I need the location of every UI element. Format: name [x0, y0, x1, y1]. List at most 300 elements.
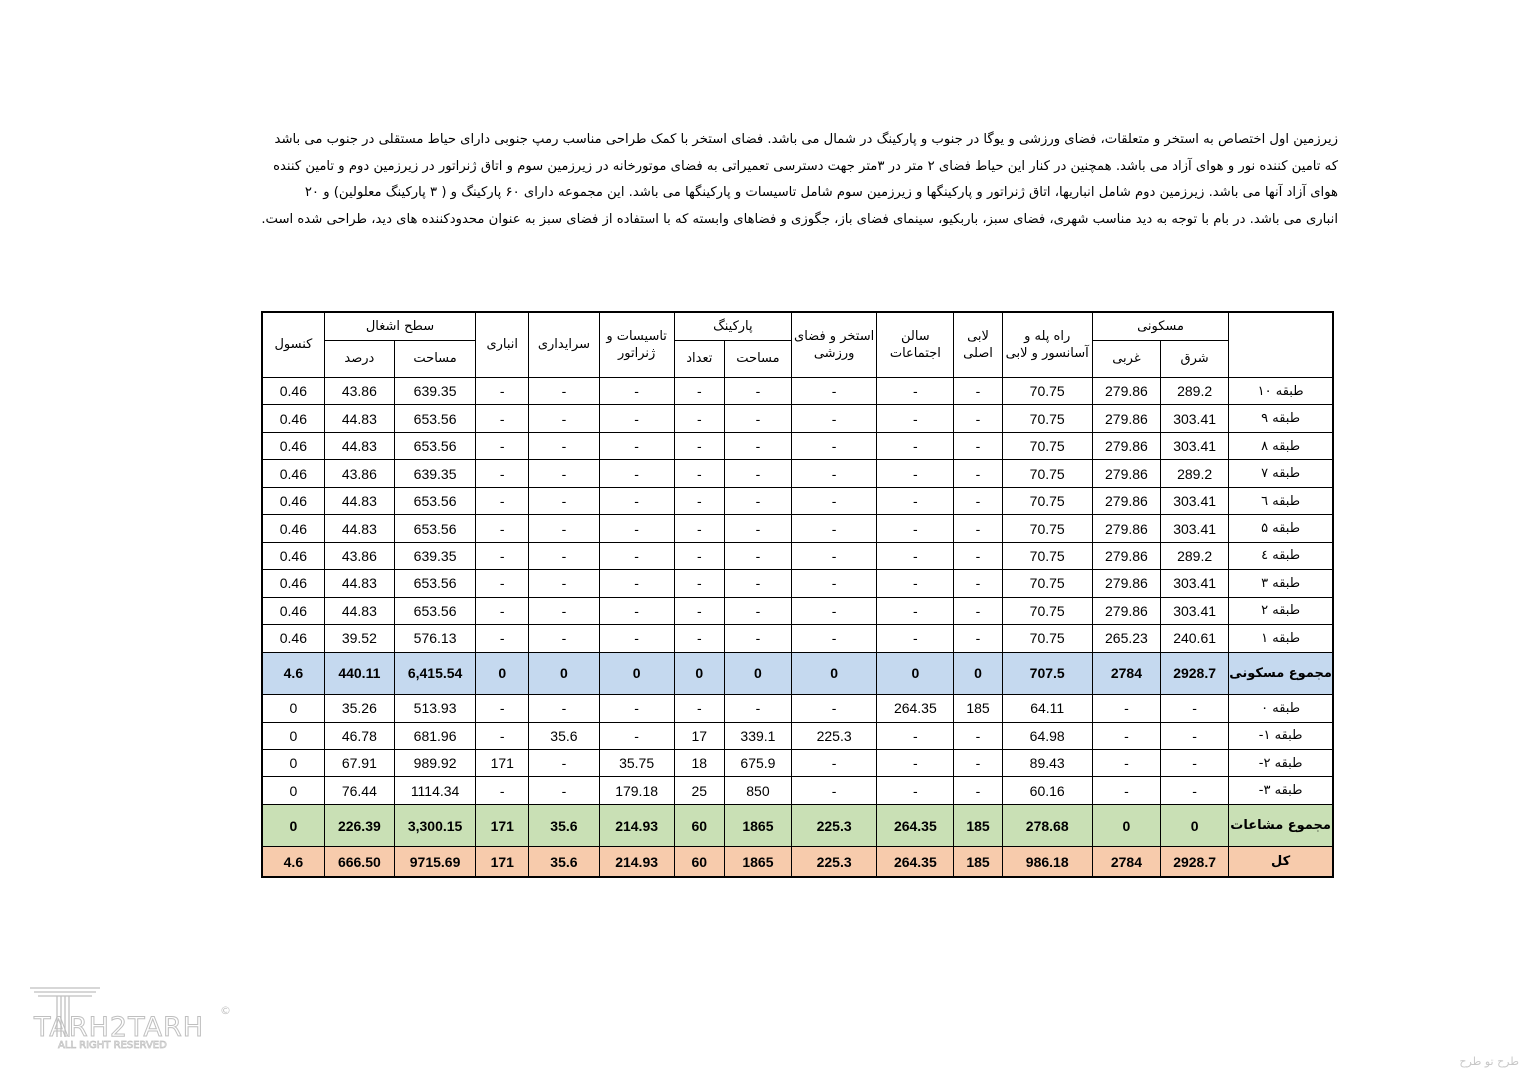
table-cell: 171	[476, 804, 529, 846]
table-cell: 35.6	[529, 804, 599, 846]
table-cell: -	[529, 542, 599, 569]
table-cell: -	[529, 597, 599, 624]
table-cell: -	[877, 722, 954, 749]
table-cell: 0.46	[262, 432, 324, 459]
floor-label: مجموع مشاعات	[1229, 804, 1333, 846]
table-cell: 279.86	[1092, 377, 1160, 404]
header-parking-area: مساحت	[724, 340, 791, 377]
watermark-text: طرح تو طرح	[1459, 1055, 1519, 1068]
table-cell: 653.56	[394, 515, 475, 542]
table-cell: -	[674, 377, 724, 404]
table-cell: -	[724, 487, 791, 514]
table-cell: 0.46	[262, 460, 324, 487]
table-cell: -	[599, 487, 674, 514]
header-parking: پارکینگ	[674, 312, 791, 340]
table-cell: 70.75	[1002, 377, 1092, 404]
floor-label: طبقه ۸	[1229, 432, 1333, 459]
table-cell: 225.3	[792, 847, 877, 877]
table-cell: 264.35	[877, 847, 954, 877]
table-cell: -	[599, 542, 674, 569]
table-cell: 279.86	[1092, 542, 1160, 569]
table-cell: 44.83	[324, 405, 394, 432]
table-cell: -	[724, 432, 791, 459]
table-cell: 70.75	[1002, 405, 1092, 432]
table-cell: 0	[529, 652, 599, 694]
table-cell: 0	[674, 652, 724, 694]
table-cell: -	[674, 432, 724, 459]
table-cell: 67.91	[324, 749, 394, 776]
table-cell: -	[674, 695, 724, 722]
area-table	[261, 311, 1334, 878]
table-cell: 653.56	[394, 405, 475, 432]
table-cell: 653.56	[394, 487, 475, 514]
table-cell: -	[1092, 722, 1160, 749]
floor-label: طبقه ۹	[1229, 405, 1333, 432]
table-cell: -	[724, 597, 791, 624]
table-cell: 279.86	[1092, 597, 1160, 624]
table-cell: -	[529, 432, 599, 459]
table-cell: 0	[262, 777, 324, 805]
table-cell: 440.11	[324, 652, 394, 694]
table-cell: 179.18	[599, 777, 674, 805]
table-cell: -	[877, 377, 954, 404]
table-cell: 0.46	[262, 570, 324, 597]
table-cell: 653.56	[394, 432, 475, 459]
table-cell: -	[792, 695, 877, 722]
table-cell: 0	[792, 652, 877, 694]
table-cell: -	[476, 515, 529, 542]
table-cell: 639.35	[394, 542, 475, 569]
header-occupancy-area: مساحت	[394, 340, 475, 377]
table-cell: 653.56	[394, 597, 475, 624]
table-cell: -	[954, 432, 1002, 459]
table-cell: 44.83	[324, 487, 394, 514]
table-cell: -	[724, 460, 791, 487]
table-cell: 279.86	[1092, 487, 1160, 514]
table-cell: 339.1	[724, 722, 791, 749]
table-cell: -	[599, 460, 674, 487]
table-cell: -	[674, 597, 724, 624]
table-cell: 225.3	[792, 722, 877, 749]
table-cell: 214.93	[599, 804, 674, 846]
table-cell: -	[529, 625, 599, 653]
table-cell: 43.86	[324, 542, 394, 569]
table-row	[262, 652, 1333, 694]
table-cell: 25	[674, 777, 724, 805]
table-cell: 2928.7	[1161, 847, 1229, 877]
table-cell: 35.75	[599, 749, 674, 776]
table-cell: 70.75	[1002, 570, 1092, 597]
floor-label: طبقه ٤	[1229, 542, 1333, 569]
table-cell: 17	[674, 722, 724, 749]
table-cell: -	[877, 749, 954, 776]
table-cell: 60.16	[1002, 777, 1092, 805]
floor-label: طبقه ۳	[1229, 570, 1333, 597]
table-cell: -	[529, 777, 599, 805]
table-cell: 0.46	[262, 405, 324, 432]
table-cell: 0.46	[262, 597, 324, 624]
table-cell: -	[1092, 749, 1160, 776]
header-facilities: تاسیسات و ژنراتور	[599, 312, 674, 377]
table-cell: -	[476, 570, 529, 597]
header-occupancy-percent: درصد	[324, 340, 394, 377]
table-row	[262, 377, 1333, 404]
table-row	[262, 777, 1333, 805]
table-cell: -	[954, 405, 1002, 432]
table-cell: 0	[262, 749, 324, 776]
table-cell: 265.23	[1092, 625, 1160, 653]
floor-label: طبقه ۵	[1229, 515, 1333, 542]
table-cell: 279.86	[1092, 432, 1160, 459]
header-floor	[1229, 312, 1333, 377]
table-cell: 0	[724, 652, 791, 694]
table-cell: 60	[674, 804, 724, 846]
table-row	[262, 625, 1333, 653]
table-cell: 0.46	[262, 377, 324, 404]
floor-label: طبقه ۲-	[1229, 749, 1333, 776]
table-cell: 2928.7	[1161, 652, 1229, 694]
table-cell: 35.6	[529, 722, 599, 749]
table-cell: 279.86	[1092, 515, 1160, 542]
table-cell: -	[529, 695, 599, 722]
table-cell: -	[529, 377, 599, 404]
table-cell: 576.13	[394, 625, 475, 653]
table-cell: 225.3	[792, 804, 877, 846]
table-row	[262, 515, 1333, 542]
table-cell: -	[1161, 749, 1229, 776]
table-cell: -	[877, 460, 954, 487]
table-cell: 64.98	[1002, 722, 1092, 749]
table-cell: -	[529, 749, 599, 776]
table-cell: 43.86	[324, 460, 394, 487]
table-cell: 303.41	[1161, 487, 1229, 514]
paragraph-line: زیرزمین اول اختصاص به استخر و متعلقات، فضای ورزشی و یوگا در جنوب و پارکینگ در شمال می باشد. فضای استخر با کمک طراحی مناسب رمپ جنوبی دارای حیاط مستقلی در جنوب می باشد	[274, 132, 1338, 147]
table-cell: 666.50	[324, 847, 394, 877]
table-cell: 6,415.54	[394, 652, 475, 694]
table-cell: -	[792, 777, 877, 805]
table-cell: -	[529, 570, 599, 597]
table-row	[262, 542, 1333, 569]
table-cell: -	[877, 487, 954, 514]
table-cell: -	[724, 625, 791, 653]
table-cell: 185	[954, 847, 1002, 877]
table-cell: -	[674, 460, 724, 487]
table-cell: 70.75	[1002, 487, 1092, 514]
table-cell: 43.86	[324, 377, 394, 404]
table-cell: 0	[1092, 804, 1160, 846]
header-main-lobby: لابی اصلی	[954, 312, 1002, 377]
table-cell: 39.52	[324, 625, 394, 653]
table-cell: 289.2	[1161, 460, 1229, 487]
table-cell: 0.46	[262, 542, 324, 569]
table-cell: -	[476, 695, 529, 722]
table-cell: 70.75	[1002, 597, 1092, 624]
table-cell: -	[954, 597, 1002, 624]
table-cell: -	[1092, 695, 1160, 722]
table-cell: -	[954, 749, 1002, 776]
table-cell: -	[877, 542, 954, 569]
table-cell: -	[724, 377, 791, 404]
table-cell: 1114.34	[394, 777, 475, 805]
floor-label: طبقه ۳-	[1229, 777, 1333, 805]
table-cell: 279.86	[1092, 405, 1160, 432]
table-cell: 18	[674, 749, 724, 776]
table-cell: -	[476, 405, 529, 432]
table-cell: 44.83	[324, 570, 394, 597]
floor-label: مجموع مسکونی	[1229, 652, 1333, 694]
table-cell: 264.35	[877, 804, 954, 846]
table-cell: -	[674, 515, 724, 542]
table-cell: 4.6	[262, 847, 324, 877]
table-cell: 513.93	[394, 695, 475, 722]
table-cell: -	[792, 377, 877, 404]
table-cell: 289.2	[1161, 377, 1229, 404]
header-caretaker: سرایداری	[529, 312, 599, 377]
table-cell: 4.6	[262, 652, 324, 694]
table-cell: 279.86	[1092, 570, 1160, 597]
table-cell: 70.75	[1002, 542, 1092, 569]
header-hall: سالن اجتماعات	[877, 312, 954, 377]
table-cell: 76.44	[324, 777, 394, 805]
copyright-mark: ©	[220, 1004, 231, 1017]
header-east: شرق	[1161, 340, 1229, 377]
table-row	[262, 695, 1333, 722]
table-cell: 214.93	[599, 847, 674, 877]
table-cell: -	[674, 625, 724, 653]
table-cell: 0	[262, 695, 324, 722]
table-cell: -	[724, 570, 791, 597]
table-cell: -	[954, 722, 1002, 749]
table-cell: -	[792, 749, 877, 776]
table-cell: 226.39	[324, 804, 394, 846]
table-cell: -	[674, 570, 724, 597]
table-cell: 70.75	[1002, 432, 1092, 459]
table-row	[262, 722, 1333, 749]
table-cell: -	[529, 515, 599, 542]
table-cell: -	[724, 695, 791, 722]
table-cell: -	[529, 487, 599, 514]
table-cell: -	[792, 570, 877, 597]
table-cell: 44.83	[324, 597, 394, 624]
table-row	[262, 460, 1333, 487]
table-cell: 303.41	[1161, 570, 1229, 597]
table-cell: 60	[674, 847, 724, 877]
table-cell: -	[954, 460, 1002, 487]
table-cell: -	[877, 570, 954, 597]
table-cell: -	[529, 405, 599, 432]
table-cell: 278.68	[1002, 804, 1092, 846]
table-cell: 185	[954, 695, 1002, 722]
table-cell: -	[599, 570, 674, 597]
table-cell: 2784	[1092, 652, 1160, 694]
table-cell: 0	[877, 652, 954, 694]
table-cell: 0	[599, 652, 674, 694]
table-cell: -	[476, 722, 529, 749]
table-cell: -	[792, 542, 877, 569]
table-cell: -	[954, 777, 1002, 805]
table-cell: 653.56	[394, 570, 475, 597]
floor-label: طبقه ٦	[1229, 487, 1333, 514]
table-cell: 0	[262, 804, 324, 846]
header-row	[262, 312, 1333, 340]
table-cell: 681.96	[394, 722, 475, 749]
paragraph-line: انباری می باشد. در بام با توجه به دید مناسب شهری، فضای سبز، باربکیو، سینمای فضای باز، جگوزی و فضاهای وابسته که با استفاده از فضای سبز به عنوان محدودکننده های دید، طراحی شده است.	[261, 211, 1338, 227]
table-row	[262, 749, 1333, 776]
table-row	[262, 570, 1333, 597]
table-cell: 46.78	[324, 722, 394, 749]
table-cell: -	[476, 460, 529, 487]
header-pool: استخر و فضای ورزشی	[792, 312, 877, 377]
table-cell: -	[792, 432, 877, 459]
table-cell: -	[792, 460, 877, 487]
table-cell: -	[529, 460, 599, 487]
table-cell: -	[599, 432, 674, 459]
table-cell: -	[674, 542, 724, 569]
logo-name: TARH2TARH	[34, 1012, 205, 1043]
table-cell: -	[792, 625, 877, 653]
table-cell: 185	[954, 804, 1002, 846]
table-row	[262, 847, 1333, 877]
table-cell: -	[674, 405, 724, 432]
table-cell: -	[599, 625, 674, 653]
table-cell: 70.75	[1002, 515, 1092, 542]
header-console: کنسول	[262, 312, 324, 377]
table-cell: -	[877, 625, 954, 653]
table-cell: -	[954, 625, 1002, 653]
floor-label: طبقه ۲	[1229, 597, 1333, 624]
logo-tagline: ALL RIGHT RESERVED	[58, 1040, 167, 1051]
table-cell: -	[599, 597, 674, 624]
table-cell: 989.92	[394, 749, 475, 776]
watermark	[1459, 1055, 1519, 1068]
header-west: غربی	[1092, 340, 1160, 377]
header-maskooni: مسکونی	[1092, 312, 1228, 340]
table-cell: -	[724, 515, 791, 542]
table-cell: 240.61	[1161, 625, 1229, 653]
table-cell: -	[1161, 695, 1229, 722]
table-row	[262, 487, 1333, 514]
table-cell: -	[476, 487, 529, 514]
table-cell: -	[476, 377, 529, 404]
table-cell: 64.11	[1002, 695, 1092, 722]
table-cell: 171	[476, 749, 529, 776]
table-cell: -	[792, 405, 877, 432]
paragraph-line: که تامین کننده نور و هوای آزاد می باشد. همچنین در کنار این حیاط فضای ۲ متر در ۳متر جهت دسترسی تعمیراتی به فضای موتورخانه در زیرزمین سوم و اتاق ژنراتور در زیرزمین دوم و تامین کننده	[273, 158, 1338, 174]
table-row	[262, 804, 1333, 846]
table-cell: 303.41	[1161, 597, 1229, 624]
table-cell: -	[954, 487, 1002, 514]
table-cell: -	[877, 597, 954, 624]
table-cell: 1865	[724, 804, 791, 846]
table-cell: -	[792, 597, 877, 624]
table-cell: 639.35	[394, 460, 475, 487]
table-cell: -	[599, 695, 674, 722]
table-cell: 0	[1161, 804, 1229, 846]
table-cell: 707.5	[1002, 652, 1092, 694]
table-cell: -	[674, 487, 724, 514]
table-cell: 9715.69	[394, 847, 475, 877]
table-cell: 0.46	[262, 487, 324, 514]
table-cell: 986.18	[1002, 847, 1092, 877]
table-cell: 0	[954, 652, 1002, 694]
table-row	[262, 432, 1333, 459]
table-cell: -	[724, 405, 791, 432]
paragraph-line: هوای آزاد آنها می باشد. زیرزمین دوم شامل انباریها، اتاق ژنراتور و پارکینگها و زیرزمین سوم شامل تاسیسات و پارکینگها می باشد. این مجموعه دارای ۶۰ پارکینگ و ( ۳ پارکینگ معلولین) و ۲۰	[304, 185, 1338, 200]
table-cell: 850	[724, 777, 791, 805]
table-cell: -	[877, 777, 954, 805]
table-cell: -	[476, 432, 529, 459]
table-cell: -	[877, 432, 954, 459]
header-occupancy: سطح اشغال	[324, 312, 475, 340]
table-cell: 264.35	[877, 695, 954, 722]
table-cell: -	[1092, 777, 1160, 805]
table-cell: -	[954, 542, 1002, 569]
table-cell: 89.43	[1002, 749, 1092, 776]
table-cell: 35.26	[324, 695, 394, 722]
table-cell: -	[877, 405, 954, 432]
table-cell: 303.41	[1161, 515, 1229, 542]
table-cell: 70.75	[1002, 460, 1092, 487]
table-cell: -	[599, 405, 674, 432]
header-stair-lobby: راه پله و آسانسور و لابی	[1002, 312, 1092, 377]
table-cell: 2784	[1092, 847, 1160, 877]
floor-label: طبقه ۱	[1229, 625, 1333, 653]
table-cell: 44.83	[324, 515, 394, 542]
table-cell: -	[1161, 777, 1229, 805]
table-cell: -	[954, 570, 1002, 597]
table-cell: -	[599, 722, 674, 749]
table-cell: -	[792, 487, 877, 514]
table-cell: 0	[476, 652, 529, 694]
table-cell: -	[476, 777, 529, 805]
table-cell: -	[954, 515, 1002, 542]
header-storage: انباری	[476, 312, 529, 377]
floor-label: طبقه ۱-	[1229, 722, 1333, 749]
table-cell: 639.35	[394, 377, 475, 404]
table-cell: 171	[476, 847, 529, 877]
tarh2tarh-logo	[28, 985, 238, 1055]
table-cell: -	[792, 515, 877, 542]
floor-label: طبقه ۷	[1229, 460, 1333, 487]
table-cell: -	[1161, 722, 1229, 749]
table-cell: 289.2	[1161, 542, 1229, 569]
description-paragraph	[190, 127, 1338, 233]
table-cell: 1865	[724, 847, 791, 877]
table-cell: -	[599, 377, 674, 404]
floor-label: طبقه ۰	[1229, 695, 1333, 722]
table-cell: 303.41	[1161, 432, 1229, 459]
table-cell: -	[599, 515, 674, 542]
table-cell: -	[724, 542, 791, 569]
table-cell: -	[877, 515, 954, 542]
table-cell: 35.6	[529, 847, 599, 877]
table-cell: 3,300.15	[394, 804, 475, 846]
table-cell: -	[954, 377, 1002, 404]
table-cell: 279.86	[1092, 460, 1160, 487]
table-cell: 0.46	[262, 625, 324, 653]
floor-label: طبقه ۱۰	[1229, 377, 1333, 404]
floor-label: کل	[1229, 847, 1333, 877]
table-cell: 303.41	[1161, 405, 1229, 432]
table-cell: -	[476, 542, 529, 569]
header-parking-count: تعداد	[674, 340, 724, 377]
table-cell: 675.9	[724, 749, 791, 776]
table-cell: 44.83	[324, 432, 394, 459]
table-cell: 0	[262, 722, 324, 749]
table-row	[262, 597, 1333, 624]
table-row	[262, 405, 1333, 432]
table-cell: 0.46	[262, 515, 324, 542]
